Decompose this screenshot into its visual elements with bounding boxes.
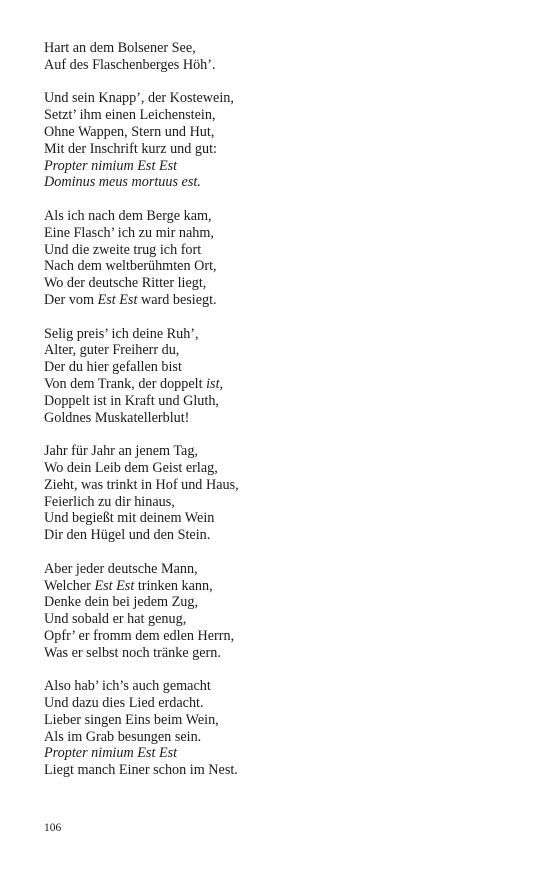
line-text: Der vom <box>44 291 98 308</box>
line-text: Und die zweite trug ich fort <box>44 241 202 258</box>
line-text: Also hab’ ich’s auch gemacht <box>44 678 211 695</box>
poem-line <box>44 225 514 242</box>
line-text: Welcher <box>44 577 95 594</box>
line-text: Wo dein Leib dem Geist erlag, <box>44 459 218 476</box>
stanza <box>44 443 514 544</box>
poem-line <box>44 527 514 544</box>
poem-line <box>44 326 514 343</box>
poem-line <box>44 712 514 729</box>
line-text: Denke dein bei jedem Zug, <box>44 594 199 611</box>
line-text: Und dazu dies Lied erdacht. <box>44 695 204 712</box>
line-text: Jahr für Jahr an jenem Tag, <box>44 443 198 460</box>
poem-line <box>44 141 514 158</box>
stanza <box>44 90 514 191</box>
line-text: Eine Flasch’ ich zu mir nahm, <box>44 224 214 241</box>
line-text: Nach dem weltberühmten Ort, <box>44 258 217 275</box>
line-text: ward besiegt. <box>137 291 217 308</box>
line-text: Der du hier gefallen bist <box>44 359 182 376</box>
poem-line <box>44 376 514 393</box>
poem-line <box>44 510 514 527</box>
italic-text: Propter nimium Est Est <box>44 157 178 174</box>
italic-text: Dominus meus mortuus est. <box>44 174 201 191</box>
poem-line <box>44 443 514 460</box>
line-text: Zieht, was trinkt in Hof und Haus, <box>44 476 239 493</box>
line-text: Und sein Knapp’, der Kostewein, <box>44 90 234 107</box>
poem-line <box>44 645 514 662</box>
line-text: Mit der Inschrift kurz und gut: <box>44 140 217 157</box>
poem-line <box>44 275 514 292</box>
poem-line <box>44 678 514 695</box>
poem-line <box>44 359 514 376</box>
poem-line <box>44 460 514 477</box>
poem-line <box>44 208 514 225</box>
line-text: Als ich nach dem Berge kam, <box>44 207 212 224</box>
page-number: 106 <box>44 822 62 834</box>
stanza <box>44 208 514 309</box>
poem-line <box>44 242 514 259</box>
line-text: Was er selbst noch tränke gern. <box>44 644 221 661</box>
poem-line <box>44 410 514 427</box>
line-text: Ohne Wappen, Stern und Hut, <box>44 123 215 140</box>
stanza <box>44 561 514 662</box>
poem-line <box>44 57 514 74</box>
poem-line <box>44 695 514 712</box>
poem-line <box>44 494 514 511</box>
poem-line <box>44 393 514 410</box>
poem-line <box>44 594 514 611</box>
line-text: Doppelt ist in Kraft und Gluth, <box>44 392 219 409</box>
poem-line <box>44 158 514 175</box>
italic-text: Est Est <box>94 577 135 594</box>
stanza <box>44 326 514 427</box>
poem-line <box>44 745 514 762</box>
line-text: Wo der deutsche Ritter liegt, <box>44 275 207 292</box>
poem-line <box>44 561 514 578</box>
line-text: Feierlich zu dir hinaus, <box>44 493 175 510</box>
poem-line <box>44 40 514 57</box>
italic-text: Est Est <box>97 291 138 308</box>
line-text: Alter, guter Freiherr du, <box>44 342 180 359</box>
line-text: Opfr’ er fromm dem edlen Herrn, <box>44 627 235 644</box>
line-text: Hart an dem Bolsener See, <box>44 40 196 56</box>
line-text: Liegt manch Einer schon im Nest. <box>44 762 238 779</box>
poem-line <box>44 729 514 746</box>
italic-text: ist, <box>206 375 224 392</box>
stanza <box>44 40 514 74</box>
poem-line <box>44 342 514 359</box>
poem-line <box>44 628 514 645</box>
line-text: Und sobald er hat genug, <box>44 611 187 628</box>
poem-line <box>44 90 514 107</box>
line-text: Aber jeder deutsche Mann, <box>44 560 198 577</box>
poem-line <box>44 477 514 494</box>
poem-line <box>44 258 514 275</box>
line-text: Setzt’ ihm einen Leichenstein, <box>44 107 216 124</box>
line-text: Lieber singen Eins beim Wein, <box>44 711 219 728</box>
line-text: Von dem Trank, der doppelt <box>44 375 207 392</box>
poem <box>44 40 514 796</box>
stanza <box>44 678 514 779</box>
poem-line <box>44 124 514 141</box>
poem-line <box>44 292 514 309</box>
poem-line <box>44 611 514 628</box>
line-text: Auf des Flaschenberges Höh’. <box>44 56 216 73</box>
line-text: Dir den Hügel und den Stein. <box>44 527 211 544</box>
line-text: Und begießt mit deinem Wein <box>44 510 215 527</box>
poem-line <box>44 578 514 595</box>
line-text: Als im Grab besungen sein. <box>44 728 202 745</box>
poem-line <box>44 174 514 191</box>
italic-text: Propter nimium Est Est <box>44 745 178 762</box>
line-text: Goldnes Muskatellerblut! <box>44 409 190 426</box>
poem-line <box>44 107 514 124</box>
poem-line <box>44 762 514 779</box>
line-text: trinken kann, <box>134 577 213 594</box>
line-text: Selig preis’ ich deine Ruh’, <box>44 325 199 342</box>
